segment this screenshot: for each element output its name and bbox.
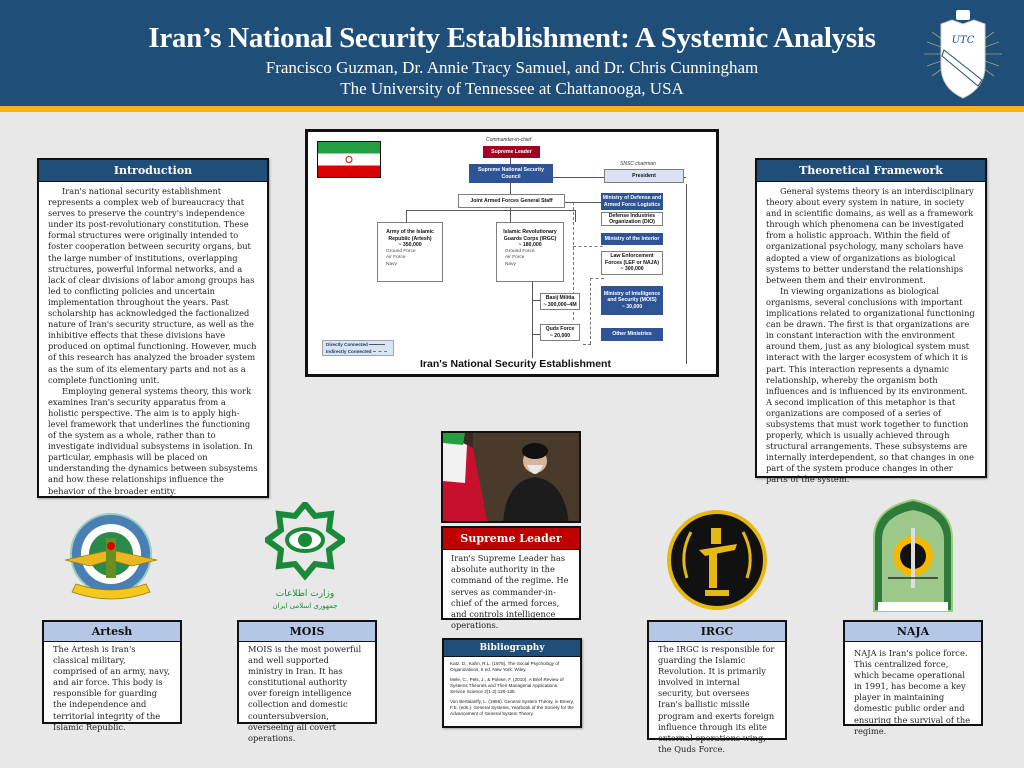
bibliography-entry: Mele, C., Pels, J., & Polese, F. (2010). A Brief Review of Systems Theories and Their Managerial Applications. Service Science 2(1-2):126-135. <box>450 677 564 694</box>
introduction-heading: Introduction <box>39 160 267 182</box>
connector-line <box>532 282 533 358</box>
indirect-connector <box>583 344 591 345</box>
legend-direct: Directly Connected <box>326 342 390 349</box>
chart-joint-staff[interactable]: Joint Armed Forces General Staff <box>458 194 565 208</box>
chart-modafl[interactable]: Ministry of Defense and Armed Force Logistics <box>601 193 663 210</box>
irgc-text: The IRGC is responsible for guarding the Islamic Revolution. It is primarily involved in internal security, but oversees Iran's ballistic missile program and exerts foreign influence through its elite external operations wing, the Quds Force. <box>658 644 775 754</box>
artesh-text: The Artesh is Iran's classical military, comprised of an army, navy, and air force. This body is responsible for guarding the independence and territorial integrity of the Islamic Republic. <box>53 644 171 732</box>
chart-interior[interactable]: Ministry of the Interior <box>601 233 663 245</box>
naja-card <box>843 620 983 736</box>
header-stripe <box>0 106 1024 112</box>
commander-label: Commander-in-chief <box>486 137 532 143</box>
mois-card <box>237 620 377 743</box>
framework-paragraph: General systems theory is an interdisciplinary theory about every system in nature, in society and in scientific domains, as well as a framework through which phenomena can be investigated from a holistic approach. Within the field of organizational psychology, many scholars have adopted a view of organizations as biological systems to better understand the relationships between them and their environment. <box>766 186 974 285</box>
irgc-emblem-icon <box>665 508 769 612</box>
artesh-emblem-icon <box>62 510 160 610</box>
snsc-chairman-label: SNSC chairman <box>620 161 656 167</box>
connector-line <box>686 184 687 364</box>
chart-lef[interactable]: Law Enforcement Forces (LEF or NAJA) ~ 300,000 <box>601 251 663 275</box>
artesh-heading: Artesh <box>44 622 180 642</box>
chart-irgc[interactable]: Islamic Revolutionary Guards Corps (IRGC) ~ 180,000 Ground Force Air Force Navy <box>496 222 564 282</box>
poster-affiliation: The University of Tennessee at Chattanooga, USA <box>340 79 684 98</box>
chart-quds[interactable]: Quds Force ~ 20,000 <box>540 324 580 341</box>
svg-text:UTC: UTC <box>951 35 975 46</box>
naja-text: NAJA is Iran's police force. This centralized force, which became operational in 1991, has become a key player in maintaining domestic public order and ensuring the survival of the regime. <box>854 648 971 736</box>
introduction-paragraph: Employing general systems theory, this work examines Iran's security apparatus from a holistic perspective. The aim is to apply high-level framework that underlines the functioning of the system as a whole, rather than to investigate individual subsystems in isolation. In particular, emphasis will be placed on understanding the dynamics between subsystems and how these relationships influence the behavior of the broader entity. <box>48 385 258 496</box>
chart-basij[interactable]: Basij Militia ~ 300,000–4M <box>540 293 580 310</box>
connector-line <box>575 210 576 222</box>
chart-other-ministries[interactable]: Other Ministries <box>601 328 663 341</box>
naja-emblem-icon <box>872 498 954 613</box>
irgc-card <box>647 620 787 754</box>
connector-line <box>406 210 576 211</box>
poster-header <box>0 0 1024 106</box>
supreme-leader-heading: Supreme Leader <box>443 528 579 550</box>
framework-paragraph: In viewing organizations as biological organisms, several conclusions with important implications related to organizational functioning can be drawn. The first is that organizations are in constant interaction with the environment around them, just as any biological system must interact with the larger ecosystem of which it is part. This interaction represents a dynamic relationship, whereby the organism both influences and is influenced by its environment. A second implication of this metaphor is that organizations are composed of a series of subsystems that must work together to function properly, which is usually achieved through structural arrangements. These subsystems are internally interdependent, so that changes in one part of the system produce changes in other parts of the system. <box>766 285 975 485</box>
chart-title: Iran's National Security Establishment <box>420 358 611 370</box>
bibliography-entry: Katz, D., Kahn, R.L. (1978). The Social Psychology of Organizations, II ed. New York: Wiley. <box>450 661 560 672</box>
supreme-leader-photo <box>441 431 581 523</box>
artesh-card <box>42 620 182 732</box>
mois-heading: MOIS <box>239 622 375 642</box>
bibliography-panel <box>442 638 582 728</box>
supreme-leader-text: Iran's Supreme Leader has absolute authority in the command of the regime. He serves as commander-in-chief of the armed forces, and controls intelligence operations. <box>451 553 569 631</box>
chart-snsc[interactable]: Supreme National Security Council <box>469 164 553 183</box>
indirect-connector <box>590 278 604 279</box>
chart-legend <box>322 340 394 356</box>
bibliography-entry: Von Bertalanffy, L. (1956). General System Theory, in Bmery, F.E. (eds.). General Systems, Yearbook of the Society for the Advancement of General System Theory. <box>450 699 574 716</box>
chart-mois[interactable]: Ministry of Intelligence and Security (MOIS) ~ 30,000 <box>601 286 663 315</box>
theoretical-framework-panel <box>755 158 987 485</box>
mois-text: MOIS is the most powerful and well supported ministry in Iran. It has constitutional authority over foreign intelligence collection and domestic countersubversion, overseeing all covert operations. <box>248 644 362 743</box>
supreme-leader-card <box>441 526 581 631</box>
theoretical-framework-heading: Theoretical Framework <box>757 160 985 182</box>
indirect-connector <box>590 278 591 344</box>
introduction-panel <box>37 158 269 498</box>
connector-line <box>532 300 540 301</box>
poster-authors: Francisco Guzman, Dr. Annie Tracy Samuel, and Dr. Chris Cunningham <box>265 58 759 77</box>
chart-dio[interactable]: Defense Industries Organization (DIO) <box>601 212 663 226</box>
svg-text:جمهوری اسلامی ایران: جمهوری اسلامی ایران <box>272 602 338 610</box>
poster-title: Iran’s National Security Establishment: A Systemic Analysis <box>148 22 876 54</box>
iran-flag-icon <box>317 141 381 178</box>
legend-indirect: Indirectly Connected <box>326 349 390 356</box>
chart-president[interactable]: President <box>604 169 684 183</box>
indirect-connector <box>573 246 603 247</box>
bibliography-heading: Bibliography <box>444 640 580 657</box>
connector-line <box>532 334 540 335</box>
portrait-image-icon <box>443 433 581 523</box>
org-chart <box>305 129 719 377</box>
utc-crest-icon <box>922 8 1004 100</box>
mois-emblem-icon <box>265 502 345 614</box>
irgc-heading: IRGC <box>649 622 785 642</box>
naja-heading: NAJA <box>845 622 981 642</box>
chart-supreme-leader[interactable]: Supreme Leader <box>483 146 540 158</box>
svg-text:وزارت اطلاعات: وزارت اطلاعات <box>275 589 335 599</box>
introduction-paragraph: Iran's national security establishment represents a complex web of bureaucracy that serves to preserve the country's independence under its post-revolutionary constitution. These formal structures were originally intended to foster cooperation between security organs, but the large number of institutions, overlapping structures, powerful informal networks, and a lack of clear divisions of labor among groups has led to conflicting policies and uncertain implementation throughout the years. Past scholarship has acknowledged the factionalized nature of Iran's security structure, as well as the inhibitive effects that these divisions have produced on optimal functioning. However, much of this research has analyzed the broader system as the sum of its elementary parts and not as a complete functioning unit. <box>48 186 257 385</box>
connector-line <box>406 210 407 222</box>
chart-artesh[interactable]: Army of the Islamic Republic (Artesh) ~ 350,000 Ground Force Air Force Navy <box>377 222 443 282</box>
